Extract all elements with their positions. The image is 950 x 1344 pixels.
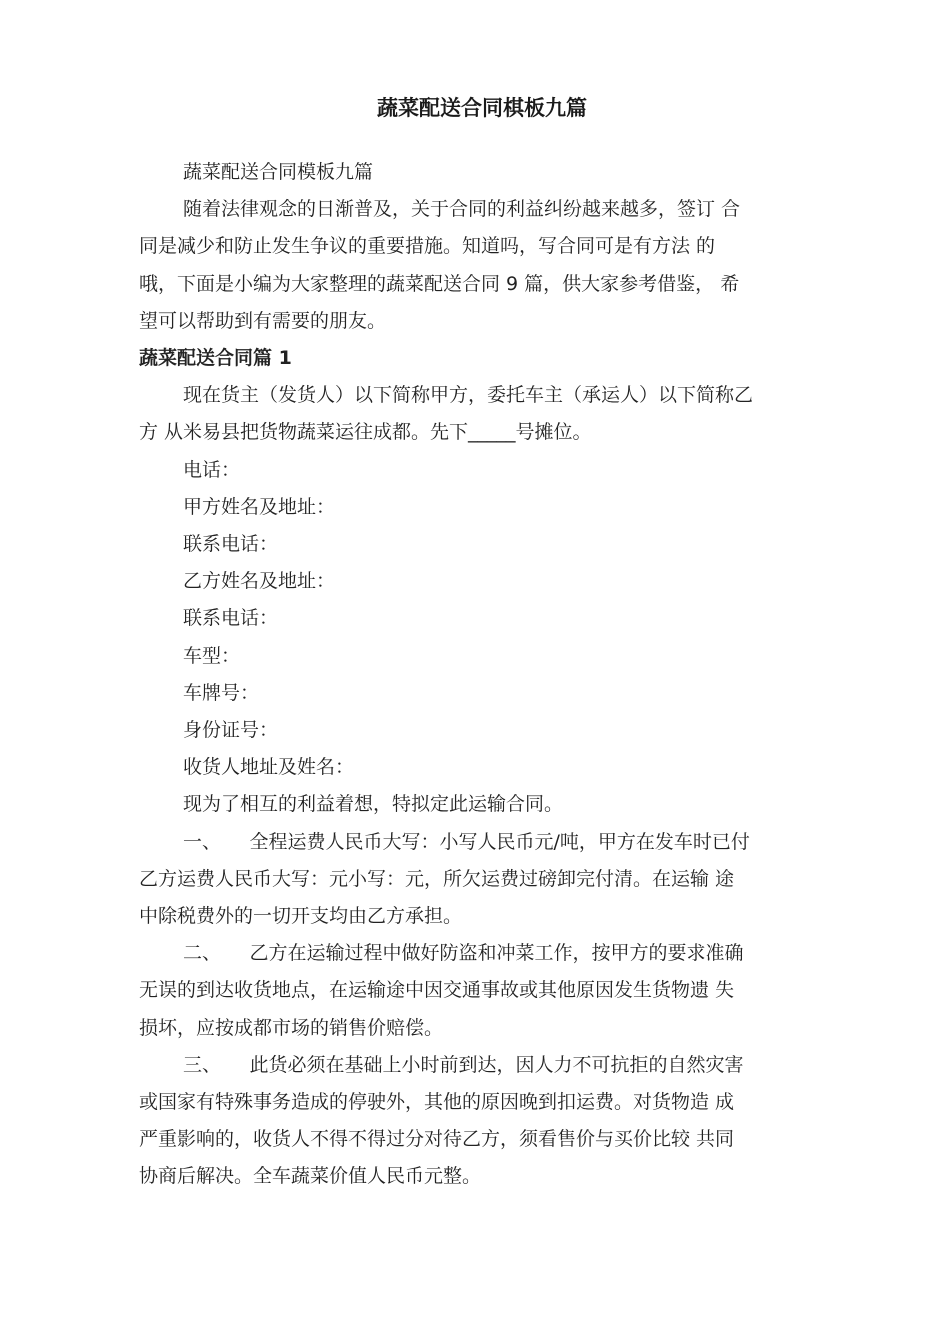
field-party-b-contact-phone: 联系电话： bbox=[183, 607, 279, 630]
clause-line: 或国家有特殊事务造成的停驶外，其他的原因晚到扣运费。对货物造 成 bbox=[139, 1091, 735, 1114]
clause-3 bbox=[139, 1047, 825, 1196]
clause-line: 三、 此货必须在基础上小时前到达，因人力不可抗拒的自然灾害 bbox=[183, 1053, 744, 1076]
clause-line: 乙方运费人民币大写：元小写：元，所欠运费过磅卸完付清。在运输 途 bbox=[139, 867, 735, 890]
paragraph-purpose: 现为了相互的利益着想，特拟定此运输合同。 bbox=[183, 793, 564, 816]
document-title: 蔬菜配送合同棋板九篇 bbox=[377, 96, 587, 120]
field-plate-number: 车牌号： bbox=[183, 681, 260, 704]
document-subtitle: 蔬菜配送合同模板九篇 bbox=[183, 161, 374, 183]
clause-line: 协商后解决。全车蔬菜价值人民币元整。 bbox=[139, 1165, 482, 1188]
intro-line: 哦，下面是小编为大家整理的蔬菜配送合同 9 篇，供大家参考借鉴， 希 bbox=[139, 272, 740, 295]
field-vehicle-type: 车型： bbox=[183, 644, 241, 667]
clause-1 bbox=[139, 824, 825, 936]
clause-line: 无误的到达收货地点，在运输途中因交通事故或其他原因发生货物遗 失 bbox=[139, 979, 735, 1002]
intro-line: 同是减少和防止发生争议的重要措施。知道吗，写合同可是有方法 的 bbox=[139, 235, 716, 258]
section-heading: 蔬菜配送合同篇 1 bbox=[139, 347, 292, 370]
intro-line: 随着法律观念的日渐普及，关于合同的利益纠纷越来越多，签订 合 bbox=[183, 198, 741, 221]
paragraph-parties bbox=[139, 377, 825, 451]
clause-line: 中除税费外的一切开支均由乙方承担。 bbox=[139, 905, 463, 928]
intro-line: 望可以帮助到有需要的朋友。 bbox=[139, 309, 387, 332]
clause-line: 损坏，应按成都市场的销售价赔偿。 bbox=[139, 1016, 444, 1039]
clause-line: 严重影响的，收货人不得不得过分对待乙方，须看售价与买价比较 共同 bbox=[139, 1128, 735, 1151]
field-party-a-contact-phone: 联系电话： bbox=[183, 533, 279, 556]
clause-line: 一、 全程运费人民币大写：小写人民币元/吨，甲方在发车时已付 bbox=[183, 830, 750, 853]
paragraph-line: 现在货主（发货人）以下简称甲方，委托车主（承运人）以下简称乙 bbox=[183, 384, 754, 407]
clause-2 bbox=[139, 935, 825, 1047]
clause-line: 二、 乙方在运输过程中做好防盗和冲菜工作，按甲方的要求准确 bbox=[183, 942, 744, 965]
intro-paragraph bbox=[139, 191, 825, 340]
document-body bbox=[139, 154, 825, 1196]
field-party-a-name-address: 甲方姓名及地址： bbox=[183, 495, 336, 518]
field-id-number: 身份证号： bbox=[183, 719, 279, 742]
field-phone: 电话： bbox=[183, 458, 241, 481]
field-consignee-address-name: 收货人地址及姓名： bbox=[183, 756, 355, 779]
field-party-b-name-address: 乙方姓名及地址： bbox=[183, 570, 336, 593]
paragraph-line: 方 从米易县把货物蔬菜运往成都。先下_____号摊位。 bbox=[139, 421, 592, 444]
